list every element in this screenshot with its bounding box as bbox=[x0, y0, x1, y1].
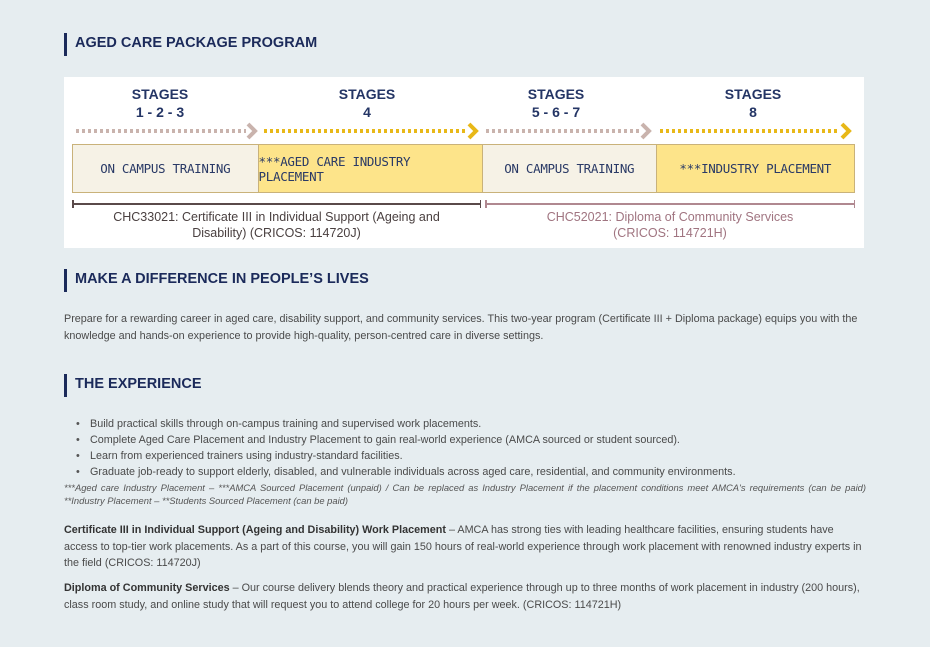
experience-list bbox=[76, 416, 866, 480]
certificate-label-line: CHC33021: Certificate III in Individual Support (Ageing and bbox=[113, 210, 440, 224]
phase-aged-care-placement: ***AGED CARE INDUSTRY PLACEMENT bbox=[259, 145, 483, 192]
certificate-placement-text: – AMCA has strong ties with leading healthcare facilities, ensuring students have access to top-tier work placements. As a part of this course, you will gain 150 hours of real-world experience through work placement with renowned industry experts in the field (CRICOS: 114720J) bbox=[64, 524, 862, 569]
certificate-label bbox=[72, 209, 481, 241]
certificate-placement-title: Certificate III in Individual Support (Ageing and Disability) Work Placement bbox=[64, 524, 446, 536]
stage-numbers: 4 bbox=[363, 104, 371, 120]
list-item: • Complete Aged Care Placement and Industry Placement to gain real-world experience (AMCA sourced or student sourced). bbox=[76, 432, 866, 448]
stage-title: STAGES bbox=[131, 86, 189, 102]
stage-title: STAGES bbox=[724, 86, 782, 102]
diploma-text: – Our course delivery blends theory and practical experience through up to three months of work placement in industry (200 hours), class room study, and online study that will request you to attend college for 20 hours per week. (CRICOS: 114721H) bbox=[64, 582, 860, 611]
list-item: • Learn from experienced trainers using industry-standard facilities. bbox=[76, 448, 866, 464]
list-item: • Build practical skills through on-campus training and supervised work placements. bbox=[76, 416, 866, 432]
intro-paragraph: Prepare for a rewarding career in aged care, disability support, and community services. This two-year program (Certificate III + Diploma package) equips you with the knowledge and hands-on experience to provide high-quality, person-centred care in diverse settings. bbox=[64, 313, 858, 342]
diploma-title: Diploma of Community Services bbox=[64, 582, 230, 594]
placement-footnote: ***Aged care Industry Placement – ***AMCA Sourced Placement (unpaid) / Can be replaced as Industry Placement if the placement conditions meet AMCA's requirements (can be paid) **Industry Placement – **Students Sourced Placement (can be paid) bbox=[64, 482, 866, 506]
heading-text: AGED CARE PACKAGE PROGRAM bbox=[75, 35, 318, 51]
diploma-paragraph bbox=[64, 580, 864, 613]
diploma-label-line: CHC52021: Diploma of Community Services bbox=[546, 210, 794, 224]
stage-label-1 bbox=[85, 85, 235, 121]
list-item: • Graduate job-ready to support elderly, disabled, and vulnerable individuals across aged care, residential, and community environments. bbox=[76, 464, 866, 480]
stages-infographic bbox=[64, 77, 864, 248]
phase-industry-placement: ***INDUSTRY PLACEMENT bbox=[657, 145, 855, 192]
heading-text: THE EXPERIENCE bbox=[75, 376, 202, 392]
diploma-bracket-line bbox=[485, 200, 855, 207]
diploma-label-line: (CRICOS: 114721H) bbox=[613, 226, 727, 240]
stage-numbers: 8 bbox=[749, 104, 757, 120]
stage-label-3 bbox=[481, 85, 631, 121]
heading-text: MAKE A DIFFERENCE IN PEOPLE’S LIVES bbox=[75, 271, 369, 287]
diploma-label bbox=[485, 209, 855, 241]
section-heading-difference bbox=[64, 269, 369, 292]
certificate-label-line: Disability) (CRICOS: 114720J) bbox=[192, 226, 361, 240]
phase-on-campus-2: ON CAMPUS TRAINING bbox=[483, 145, 657, 192]
stage-label-4 bbox=[678, 85, 828, 121]
phase-on-campus-1: ON CAMPUS TRAINING bbox=[73, 145, 259, 192]
stage-title: STAGES bbox=[527, 86, 585, 102]
phase-row bbox=[72, 144, 855, 193]
section-heading-program bbox=[64, 33, 317, 56]
stage-numbers: 1 - 2 - 3 bbox=[135, 104, 185, 120]
certificate-placement-paragraph bbox=[64, 522, 864, 572]
section-heading-experience bbox=[64, 374, 202, 397]
stage-numbers: 5 - 6 - 7 bbox=[531, 104, 581, 120]
stage-label-2 bbox=[292, 85, 442, 121]
stage-title: STAGES bbox=[338, 86, 396, 102]
certificate-bracket-line bbox=[72, 200, 481, 207]
